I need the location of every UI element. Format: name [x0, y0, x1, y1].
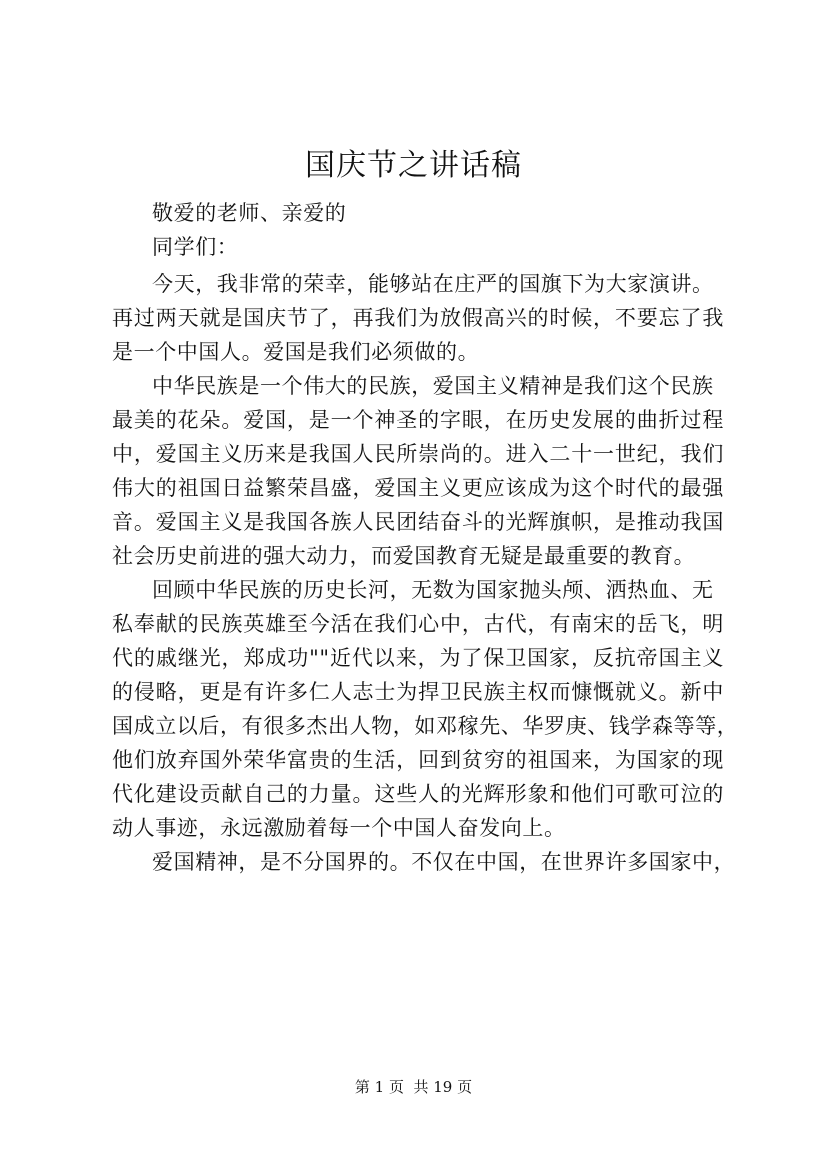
paragraph-1-line: 再过两天就是国庆节了，再我们为放假高兴的时候，不要忘了我: [112, 306, 724, 330]
document-title: 国庆节之讲话稿: [305, 148, 522, 183]
salutation-line-2: 同学们：: [152, 235, 239, 259]
paragraph-2-line: 音。爱国主义是我国各族人民团结奋斗的光辉旗帜，是推动我国: [112, 510, 724, 534]
paragraph-3-line: 代化建设贡献自己的力量。这些人的光辉形象和他们可歌可泣的: [112, 782, 724, 806]
document-body: [112, 196, 739, 879]
paragraph-2-line: 中，爱国主义历来是我国人民所崇尚的。进入二十一世纪，我们: [112, 442, 724, 466]
paragraph-2-line: 最美的花朵。爱国，是一个神圣的字眼，在历史发展的曲折过程: [112, 408, 724, 432]
paragraph-3-line: 私奉献的民族英雄至今活在我们心中，古代，有南宋的岳飞，明: [112, 612, 724, 636]
paragraph-3-line: 回顾中华民族的历史长河，无数为国家抛头颅、洒热血、无: [152, 578, 714, 602]
paragraph-2-line: 伟大的祖国日益繁荣昌盛，爱国主义更应该成为这个时代的最强: [112, 476, 724, 500]
paragraph-2-line: 中华民族是一个伟大的民族，爱国主义精神是我们这个民族: [152, 374, 714, 398]
paragraph-3-line: 他们放弃国外荣华富贵的生活，回到贫穷的祖国来，为国家的现: [112, 748, 724, 772]
paragraph-1-line: 是一个中国人。爱国是我们必须做的。: [112, 340, 480, 364]
paragraph-3-line: 国成立以后，有很多杰出人物，如邓稼先、华罗庚、钱学森等等，: [112, 714, 739, 738]
paragraph-3-line: 动人事迹，永远激励着每一个中国人奋发向上。: [112, 816, 566, 840]
paragraph-2-line: 社会历史前进的强大动力，而爱国教育无疑是最重要的教育。: [112, 544, 696, 568]
paragraph-3-line: 代的戚继光，郑成功""近代以来，为了保卫国家，反抗帝国主义: [112, 646, 724, 670]
paragraph-1-line: 今天，我非常的荣幸，能够站在庄严的国旗下为大家演讲。: [152, 272, 714, 296]
salutation-line-1: 敬爱的老师、亲爱的: [152, 201, 347, 225]
page-number-label: 第 1 页 共 19 页: [354, 1078, 473, 1096]
paragraph-3-line: 的侵略，更是有许多仁人志士为捍卫民族主权而慷慨就义。新中: [112, 680, 724, 704]
page-footer: [0, 1077, 827, 1097]
paragraph-4-line: 爱国精神，是不分国界的。不仅在中国，在世界许多国家中，: [152, 850, 736, 874]
